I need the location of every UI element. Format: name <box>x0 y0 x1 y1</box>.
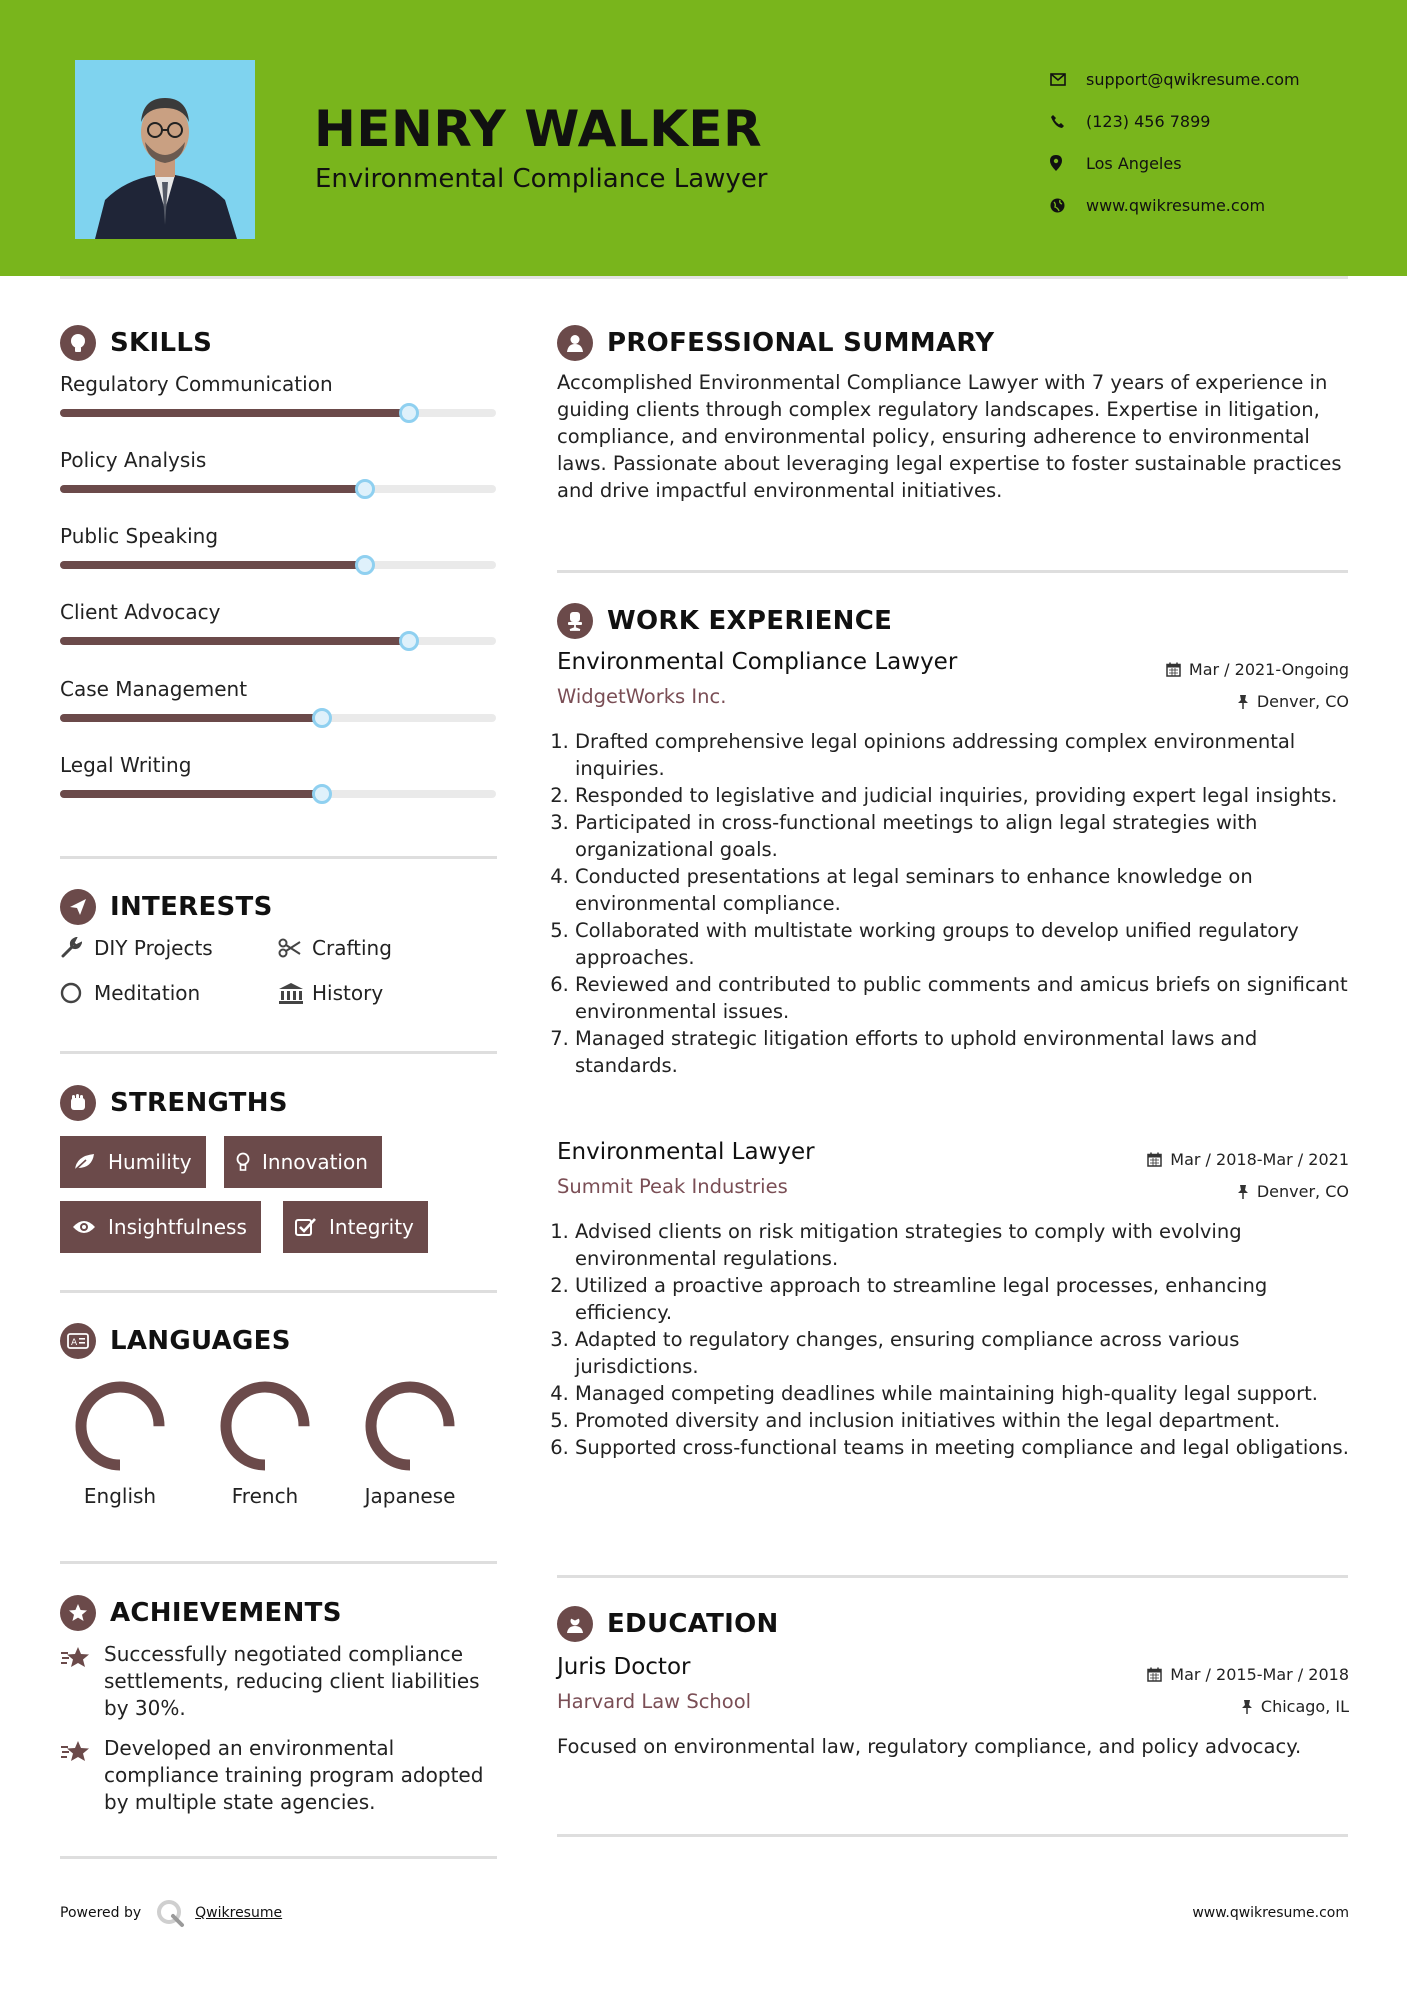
education-dates: Mar / 2015-Mar / 2018 <box>1147 1658 1349 1690</box>
education-meta <box>1147 1658 1349 1722</box>
strengths-heading <box>60 1085 288 1121</box>
profile-photo-illustration <box>75 60 255 239</box>
summary-title: PROFESSIONAL SUMMARY <box>607 328 995 358</box>
map-pin-icon <box>1050 155 1086 171</box>
profile-photo <box>75 60 255 239</box>
job-meta <box>1147 1143 1349 1207</box>
job-entry <box>557 1139 1349 1461</box>
achievement-item <box>60 1641 500 1722</box>
job-bullet: 3. Participated in cross-functional meetings to align legal strategies with organizational goals. <box>575 809 1349 863</box>
section-divider <box>60 1051 497 1054</box>
section-divider <box>557 1834 1348 1837</box>
strength-chip <box>224 1136 382 1188</box>
language-ring <box>360 1376 460 1476</box>
powered-by-label: Powered by <box>60 1905 142 1921</box>
education-title: EDUCATION <box>607 1609 779 1639</box>
contact-website[interactable] <box>1050 184 1300 226</box>
contact-email[interactable] <box>1050 58 1300 100</box>
skill-item <box>60 753 496 777</box>
job-bullets <box>557 1218 1349 1461</box>
skill-item <box>60 600 496 624</box>
graduate-icon <box>557 1606 593 1642</box>
phone-icon <box>1050 114 1086 129</box>
language-label: French <box>231 1484 299 1508</box>
skills-heading <box>60 325 212 361</box>
skill-label: Client Advocacy <box>60 600 221 624</box>
star-badge-icon <box>60 1595 96 1631</box>
paper-plane-icon <box>60 889 96 925</box>
skill-bar <box>60 409 496 417</box>
interests-title: INTERESTS <box>110 892 273 922</box>
leaf-icon <box>72 1152 96 1172</box>
skill-label: Legal Writing <box>60 753 192 777</box>
language-label: Japanese <box>364 1484 456 1508</box>
language-ring <box>215 1376 315 1476</box>
svg-text:A: A <box>71 1338 78 1348</box>
section-divider <box>60 856 497 859</box>
languages-heading <box>60 1323 291 1359</box>
qwikresume-link[interactable]: Qwikresume <box>195 1905 283 1921</box>
interest-item <box>60 981 200 1005</box>
job-company: Summit Peak Industries <box>557 1175 788 1198</box>
job-title: Environmental Compliance Lawyer <box>557 649 958 675</box>
star-icon <box>60 1735 104 1816</box>
language-card-icon <box>60 1323 96 1359</box>
interest-label: DIY Projects <box>94 936 213 960</box>
calendar-icon <box>1166 662 1181 677</box>
skill-label: Policy Analysis <box>60 448 207 472</box>
skill-label: Public Speaking <box>60 524 219 548</box>
skill-knob <box>399 631 419 651</box>
language-item <box>350 1376 470 1508</box>
footer-website-link[interactable]: www.qwikresume.com <box>1192 1905 1349 1921</box>
interest-item <box>60 936 213 960</box>
strength-chip <box>283 1201 428 1253</box>
contact-website-text: www.qwikresume.com <box>1086 195 1266 215</box>
job-location: Denver, CO <box>1166 685 1349 717</box>
candidate-name: HENRY WALKER <box>314 100 763 158</box>
contact-list <box>1050 58 1300 226</box>
interest-item <box>278 981 383 1005</box>
lightbulb-icon <box>236 1152 250 1172</box>
job-bullet: 5. Promoted diversity and inclusion initiatives within the legal department. <box>575 1407 1349 1434</box>
experience-heading <box>557 603 892 639</box>
education-school: Harvard Law School <box>557 1690 752 1713</box>
section-divider <box>60 1561 497 1564</box>
candidate-title: Environmental Compliance Lawyer <box>315 164 768 194</box>
job-bullet: 5. Collaborated with multistate working groups to develop unified regulatory approaches. <box>575 917 1349 971</box>
skill-label: Regulatory Communication <box>60 372 333 396</box>
languages-title: LANGUAGES <box>110 1326 291 1356</box>
globe-icon <box>1050 198 1086 213</box>
skill-item <box>60 372 496 396</box>
skill-bar <box>60 790 496 798</box>
summary-text: Accomplished Environmental Compliance Lawyer with 7 years of experience in guiding clients through complex regulatory landscapes. Expertise in litigation, compliance, and environmental policy, ensuring adherence to environmental laws. Passionate about leveraging legal expertise to foster sustainable practices and drive impactful environmental initiatives. <box>557 371 1342 502</box>
job-location: Denver, CO <box>1147 1175 1349 1207</box>
job-bullet: 1. Drafted comprehensive legal opinions addressing complex environmental inquiries. <box>575 728 1349 782</box>
skill-knob <box>355 479 375 499</box>
eye-icon <box>72 1219 96 1235</box>
education-entry <box>557 1654 1349 1760</box>
job-dates: Mar / 2021-Ongoing <box>1166 653 1349 685</box>
resume-header <box>0 0 1407 276</box>
section-divider <box>60 1290 497 1293</box>
skill-item <box>60 677 496 701</box>
checkbox-icon <box>295 1217 317 1237</box>
skill-knob <box>312 784 332 804</box>
achievement-text: Developed an environmental compliance training program adopted by multiple state agencies. <box>104 1736 484 1814</box>
lightbulb-icon <box>60 325 96 361</box>
experience-title: WORK EXPERIENCE <box>607 606 893 636</box>
footer-powered <box>60 1898 282 1928</box>
interest-label: Crafting <box>312 936 392 960</box>
qwikresume-logo-icon <box>155 1898 185 1928</box>
section-divider <box>557 1575 1348 1578</box>
strength-chip <box>60 1201 261 1253</box>
interest-label: Meditation <box>94 981 201 1005</box>
job-bullet: 6. Supported cross-functional teams in meeting compliance and legal obligations. <box>575 1434 1349 1461</box>
job-bullets <box>557 728 1349 1079</box>
strength-label: Insightfulness <box>108 1215 247 1239</box>
education-location: Chicago, IL <box>1147 1690 1349 1722</box>
calendar-icon <box>1147 1667 1162 1682</box>
job-dates: Mar / 2018-Mar / 2021 <box>1147 1143 1349 1175</box>
skill-bar <box>60 561 496 569</box>
contact-phone-text: (123) 456 7899 <box>1086 111 1211 131</box>
contact-location-text: Los Angeles <box>1086 153 1182 173</box>
job-bullet: 3. Adapted to regulatory changes, ensuring compliance across various jurisdictions. <box>575 1326 1349 1380</box>
pushpin-icon <box>1237 1184 1249 1199</box>
skill-bar <box>60 714 496 722</box>
summary-heading <box>557 325 994 361</box>
skill-knob <box>312 708 332 728</box>
circle-icon <box>60 982 94 1004</box>
achievements-title: ACHIEVEMENTS <box>110 1598 342 1628</box>
section-divider <box>60 1856 497 1859</box>
strength-label: Humility <box>108 1150 192 1174</box>
achievement-text: Successfully negotiated compliance settlements, reducing client liabilities by 30%. <box>104 1642 480 1720</box>
skill-bar <box>60 485 496 493</box>
achievements-heading <box>60 1595 342 1631</box>
strength-label: Integrity <box>329 1215 414 1239</box>
wrench-icon <box>60 937 94 959</box>
strength-chip <box>60 1136 206 1188</box>
section-divider <box>557 570 1348 573</box>
language-item <box>205 1376 325 1508</box>
job-bullet: 6. Reviewed and contributed to public comments and amicus briefs on significant environmental issues. <box>575 971 1349 1025</box>
job-bullet: 2. Utilized a proactive approach to streamline legal processes, enhancing efficiency. <box>575 1272 1349 1326</box>
skill-item <box>60 448 496 472</box>
language-ring <box>70 1376 170 1476</box>
calendar-icon <box>1147 1152 1162 1167</box>
scissors-icon <box>278 938 312 958</box>
bank-icon <box>278 982 312 1004</box>
header-divider <box>60 276 1348 279</box>
job-bullet: 4. Conducted presentations at legal seminars to enhance knowledge on environmental compliance. <box>575 863 1349 917</box>
strength-label: Innovation <box>262 1150 368 1174</box>
education-heading <box>557 1606 779 1642</box>
language-item <box>60 1376 180 1508</box>
envelope-icon <box>1050 73 1086 86</box>
skill-knob <box>399 403 419 423</box>
contact-email-text: support@qwikresume.com <box>1086 69 1300 89</box>
job-bullet: 1. Advised clients on risk mitigation strategies to comply with evolving environmental regulations. <box>575 1218 1349 1272</box>
achievement-item <box>60 1735 500 1816</box>
strengths-title: STRENGTHS <box>110 1088 288 1118</box>
skills-title: SKILLS <box>110 328 213 358</box>
interest-item <box>278 936 392 960</box>
job-title: Environmental Lawyer <box>557 1139 815 1165</box>
job-meta <box>1166 653 1349 717</box>
job-bullet: 2. Responded to legislative and judicial inquiries, providing expert legal insights. <box>575 782 1349 809</box>
office-chair-icon <box>557 603 593 639</box>
interests-heading <box>60 889 273 925</box>
pushpin-icon <box>1241 1699 1253 1714</box>
pushpin-icon <box>1237 694 1249 709</box>
fist-icon <box>60 1085 96 1121</box>
skill-knob <box>355 555 375 575</box>
contact-phone[interactable] <box>1050 100 1300 142</box>
user-icon <box>557 325 593 361</box>
education-degree: Juris Doctor <box>557 1654 691 1680</box>
language-label: English <box>83 1484 157 1508</box>
skill-label: Case Management <box>60 677 248 701</box>
job-bullet: 7. Managed strategic litigation efforts to uphold environmental laws and standards. <box>575 1025 1349 1079</box>
job-entry <box>557 649 1349 1079</box>
contact-location <box>1050 142 1300 184</box>
star-icon <box>60 1641 104 1722</box>
job-bullet: 4. Managed competing deadlines while maintaining high-quality legal support. <box>575 1380 1349 1407</box>
job-company: WidgetWorks Inc. <box>557 685 727 708</box>
skill-item <box>60 524 496 548</box>
skill-bar <box>60 637 496 645</box>
education-description: Focused on environmental law, regulatory compliance, and policy advocacy. <box>557 1735 1302 1758</box>
interest-label: History <box>312 981 384 1005</box>
